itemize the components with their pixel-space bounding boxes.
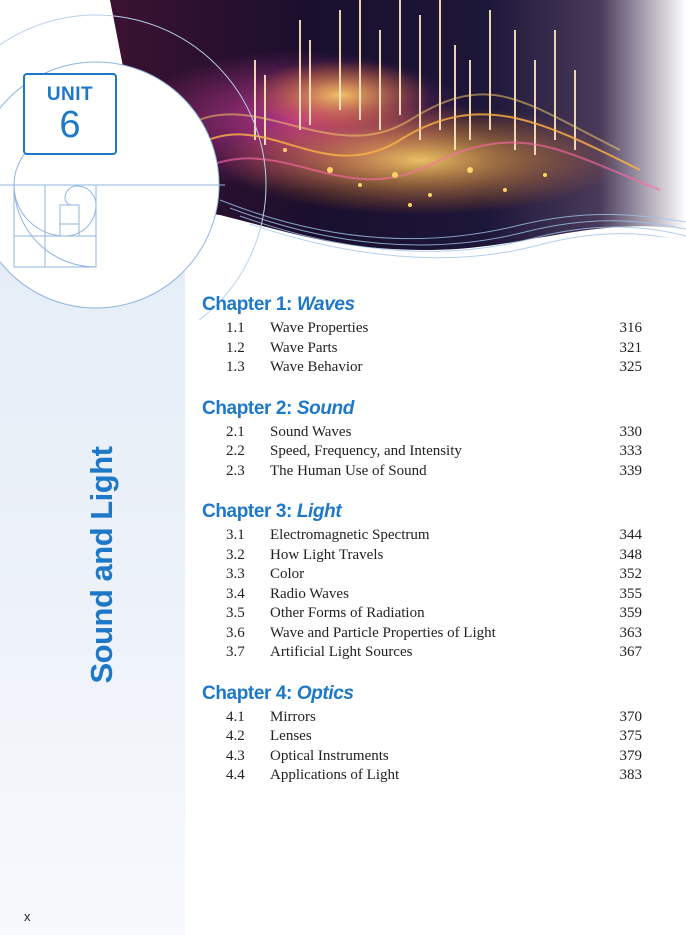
page-number: 321 — [619, 339, 642, 356]
toc-entry[interactable] — [202, 526, 642, 546]
section-title: Wave Behavior — [270, 359, 363, 375]
section-number: 1.3 — [226, 359, 245, 375]
page-number: 363 — [619, 624, 642, 641]
chapter-heading[interactable] — [202, 682, 642, 706]
section-title: Radio Waves — [270, 585, 349, 602]
section-number: 4.2 — [226, 728, 245, 744]
chapter-heading[interactable] — [202, 500, 642, 524]
golden-spiral-graphic — [0, 0, 686, 320]
section-number: 3.2 — [226, 546, 245, 563]
toc-entry[interactable] — [202, 766, 642, 786]
section-title: Sound Waves — [270, 423, 352, 440]
chapter-title: Optics — [296, 682, 354, 704]
toc-entry[interactable] — [202, 423, 642, 443]
unit-number: 6 — [59, 104, 81, 146]
chapter-heading[interactable] — [202, 397, 642, 421]
section-title: Color — [270, 566, 305, 582]
toc-entry[interactable] — [202, 708, 642, 728]
toc-entry[interactable] — [202, 747, 642, 767]
section-number: 3.1 — [226, 527, 245, 543]
page-number: 370 — [619, 708, 642, 725]
section-title: Electromagnetic Spectrum — [270, 527, 430, 543]
section-number: 3.6 — [226, 624, 245, 641]
section-number: 2.3 — [226, 462, 245, 479]
page-number: 383 — [619, 767, 642, 783]
chapter-4 — [202, 682, 642, 786]
section-number: 2.2 — [226, 443, 245, 459]
page-number: 359 — [619, 605, 642, 621]
toc-entry[interactable] — [202, 442, 642, 462]
section-title: Lenses — [270, 728, 312, 744]
section-title: The Human Use of Sound — [270, 462, 427, 479]
toc-entry[interactable] — [202, 565, 642, 585]
chapter-1 — [202, 293, 642, 378]
page-number: 367 — [619, 644, 642, 660]
chapter-3 — [202, 500, 642, 663]
section-title: Wave and Particle Properties of Light — [270, 624, 496, 641]
section-number: 1.1 — [226, 320, 245, 336]
page-number: 352 — [619, 566, 642, 582]
toc-entry[interactable] — [202, 358, 642, 378]
section-number: 4.3 — [226, 747, 245, 764]
page-number: 379 — [619, 747, 642, 764]
toc-entry[interactable] — [202, 462, 642, 482]
chapter-prefix: Chapter 3: — [202, 501, 297, 522]
chapter-title: Sound — [296, 397, 354, 419]
section-title: Wave Properties — [270, 320, 369, 336]
toc-entry[interactable] — [202, 319, 642, 339]
page-number: 339 — [619, 462, 642, 479]
section-title: Speed, Frequency, and Intensity — [270, 443, 462, 459]
section-title: Wave Parts — [270, 339, 338, 356]
section-number: 4.4 — [226, 767, 245, 783]
page-number: 344 — [619, 527, 642, 543]
unit-badge — [23, 73, 117, 155]
chapter-title: Waves — [296, 294, 355, 315]
section-title: Applications of Light — [270, 767, 400, 783]
toc-entry[interactable] — [202, 643, 642, 663]
section-number: 3.7 — [226, 644, 245, 660]
page-number: 355 — [619, 585, 642, 602]
section-number: 1.2 — [226, 339, 245, 356]
chapter-title: Light — [296, 501, 342, 522]
toc-entry[interactable] — [202, 727, 642, 747]
chapter-2 — [202, 397, 642, 482]
section-number: 3.3 — [226, 566, 245, 582]
page-number: 316 — [619, 320, 642, 336]
section-title: How Light Travels — [270, 546, 384, 563]
section-title: Optical Instruments — [270, 747, 389, 764]
chapter-prefix: Chapter 2: — [202, 397, 297, 419]
section-number: 2.1 — [226, 423, 245, 440]
section-number: 4.1 — [226, 708, 245, 725]
page-folio: x — [24, 909, 31, 924]
section-number: 3.5 — [226, 605, 245, 621]
page-number: 330 — [619, 423, 642, 440]
chapter-heading[interactable] — [202, 293, 642, 317]
section-number: 3.4 — [226, 585, 245, 602]
chapter-prefix: Chapter 1: — [202, 294, 297, 315]
page-number: 333 — [619, 443, 642, 459]
toc-entry[interactable] — [202, 546, 642, 566]
section-title: Artificial Light Sources — [270, 644, 413, 660]
unit-title: Sound and Light — [84, 446, 119, 684]
table-of-contents — [202, 293, 642, 805]
chapter-prefix: Chapter 4: — [202, 682, 297, 704]
page-number: 325 — [619, 359, 642, 375]
toc-entry[interactable] — [202, 624, 642, 644]
toc-entry[interactable] — [202, 339, 642, 359]
unit-label: UNIT — [46, 84, 94, 105]
section-title: Other Forms of Radiation — [270, 605, 425, 621]
page-number: 348 — [619, 546, 642, 563]
toc-entry[interactable] — [202, 604, 642, 624]
section-title: Mirrors — [270, 708, 316, 725]
page-number: 375 — [619, 728, 642, 744]
toc-entry[interactable] — [202, 585, 642, 605]
